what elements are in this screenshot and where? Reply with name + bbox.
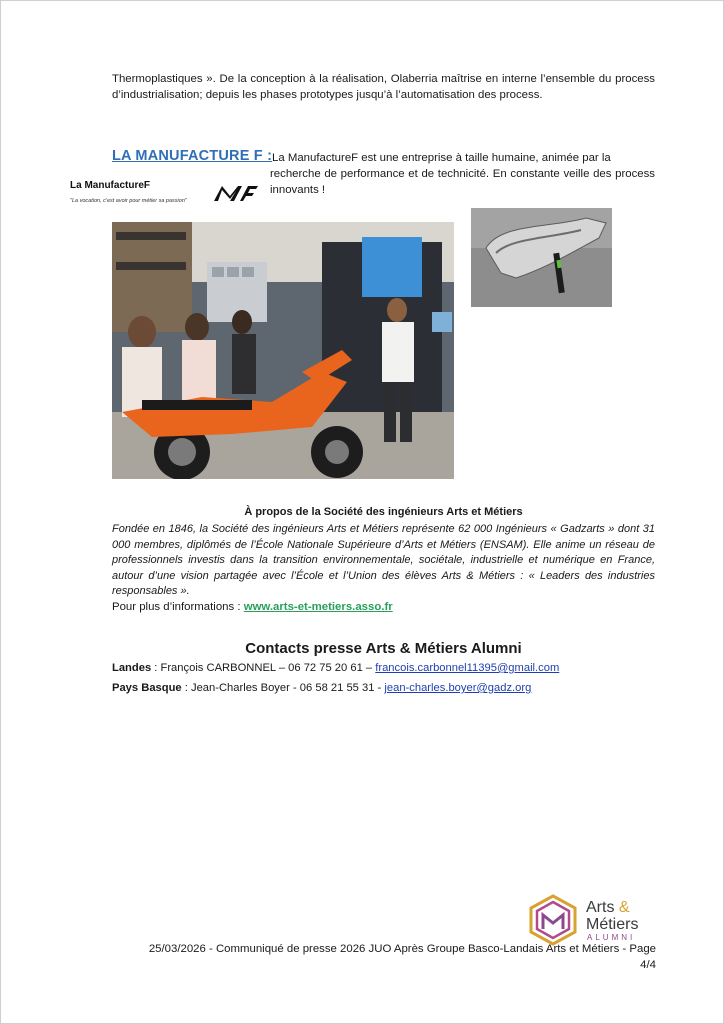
manufacture-logo-tagline: "La vocation, c'est avoir pour métier sa passion" xyxy=(70,198,187,204)
am-logo-metiers: Métiers xyxy=(586,916,639,933)
contact-person: : François CARBONNEL – 06 72 75 20 61 – xyxy=(151,662,376,674)
contact-email-link[interactable]: francois.carbonnel11395@gmail.com xyxy=(375,662,560,674)
workshop-photo xyxy=(112,222,454,479)
manufacture-heading: LA MANUFACTURE F : xyxy=(112,148,273,164)
am-logo-ampersand: & xyxy=(618,899,630,916)
about-title: À propos de la Société des ingénieurs Arts et Métiers xyxy=(244,506,523,518)
contact-pays-basque xyxy=(112,682,531,694)
contact-region: Landes xyxy=(112,662,152,674)
am-logo-alumni: ALUMNI xyxy=(587,933,636,942)
about-body: Fondée en 1846, la Société des ingénieurs Arts et Métiers représente 62 000 Ingénieurs « Gadzarts » dont 31 000 membres, diplômés de l’École Nationale Supérieure d’Arts et Métiers (ENSAM). Elle anime un réseau de professionnels investis dans la transition environnementale, sociétale, industrielle et numérique en France, autour d’une vision partagée avec l’École et l’Union des élèves Arts & Métiers : « Leaders des industries responsables ». xyxy=(112,523,655,598)
contact-landes xyxy=(112,662,559,674)
am-hexagon-icon xyxy=(526,893,580,947)
more-info-label: Pour plus d’informations : xyxy=(112,601,244,613)
am-logo-arts xyxy=(586,899,630,917)
contact-email-link[interactable]: jean-charles.boyer@gadz.org xyxy=(384,682,532,694)
manufacture-logo-mark xyxy=(212,184,258,202)
contacts-title: Contacts presse Arts & Métiers Alumni xyxy=(245,640,522,657)
intro-paragraph: Thermoplastiques ». De la conception à la réalisation, Olaberria maîtrise en interne l’ensemble du process d’industrialisation; depuis les phases prototypes jusqu’à l’automatisation des process. xyxy=(112,73,655,101)
am-logo-arts-word: Arts xyxy=(586,899,615,916)
manufacture-logo xyxy=(70,180,260,210)
manufacture-text-rest: recherche de performance et de technicité. En constante veille des process innovants ! xyxy=(270,168,655,196)
contact-region: Pays Basque xyxy=(112,682,182,694)
manufacture-logo-name: La ManufactureF xyxy=(70,180,151,191)
machined-part-photo xyxy=(471,208,612,307)
more-info xyxy=(112,601,393,613)
contact-person: : Jean-Charles Boyer - 06 58 21 55 31 - xyxy=(181,682,385,694)
arts-metiers-alumni-logo xyxy=(526,893,656,948)
footer-page-number: 4/4 xyxy=(640,959,656,971)
footer-line: 25/03/2026 - Communiqué de presse 2026 JUO Après Groupe Basco-Landais Arts et Métiers - Page xyxy=(148,943,656,955)
website-link[interactable]: www.arts-et-metiers.asso.fr xyxy=(243,601,393,613)
manufacture-text-line1: La ManufactureF est une entreprise à taille humaine, animée par la xyxy=(272,152,611,164)
